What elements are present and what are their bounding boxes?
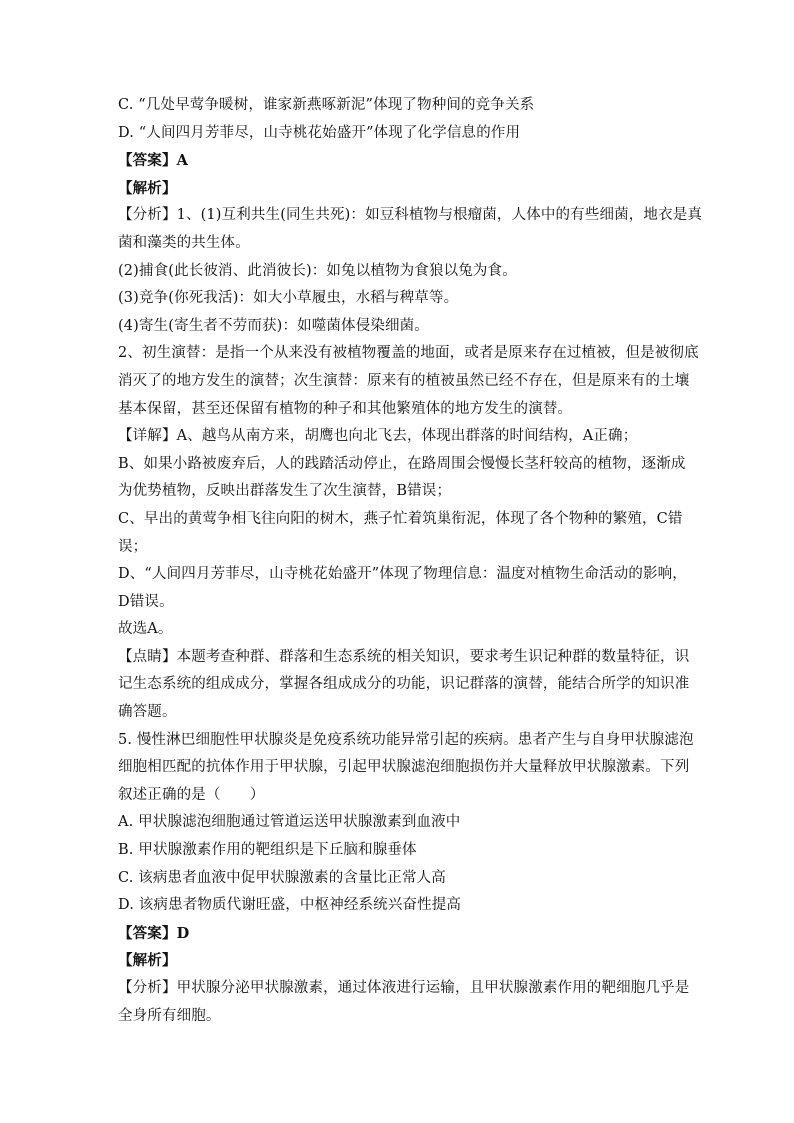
analysis-line: (3)竞争(你死我活)：如大小草履虫，水稻与稗草等。 [118, 290, 459, 307]
question-5-option-b: B. 甲状腺激素作用的靶组织是下丘脑和腺垂体 [118, 842, 417, 859]
analysis-line: (2)捕食(此长彼消、此消彼长)：如兔以植物为食狼以兔为食。 [118, 262, 517, 279]
analysis-line: 全身所有细胞。 [118, 1007, 221, 1024]
comment-line: 确答题。 [118, 704, 177, 721]
answer-label: 【答案】A [118, 152, 188, 170]
question-5-stem: 叙述正确的是（ ） [118, 786, 265, 803]
analysis-line: (4)寄生(寄生者不劳而获)：如噬菌体侵染细菌。 [118, 317, 429, 334]
detail-line: 为优势植物，反映出群落发生了次生演替，B错误； [118, 483, 452, 500]
option-d: D. “人间四月芳菲尽，山寺桃花始盛开”体现了化学信息的作用 [118, 124, 521, 141]
choice-line: 故选A。 [118, 621, 173, 638]
detail-line: 【详解】A、越鸟从南方来，胡鹰也向北飞去，体现出群落的时间结构，A正确； [118, 428, 638, 445]
question-5-stem: 5. 慢性淋巴细胞性甲状腺炎是免疫系统功能异常引起的疾病。患者产生与自身甲状腺滤泡 [118, 731, 694, 748]
analysis-heading: 【解析】 [118, 952, 177, 970]
analysis-line: 2、初生演替：是指一个从来没有被植物覆盖的地面，或者是原来存在过植被，但是被彻底 [118, 345, 699, 362]
detail-line: D、“人间四月芳菲尽，山寺桃花始盛开”体现了物理信息：温度对植物生命活动的影响， [118, 566, 687, 583]
analysis-heading: 【解析】 [118, 179, 177, 197]
question-5-option-d: D. 该病患者物质代谢旺盛，中枢神经系统兴奋性提高 [118, 897, 462, 914]
document-page [118, 92, 703, 1030]
analysis-line: 【分析】1、(1)互利共生(同生共死)：如豆科植物与根瘤菌，人体中的有些细菌，地衣是真 [118, 207, 703, 224]
detail-line: 误； [118, 538, 148, 555]
question-5-option-a: A. 甲状腺滤泡细胞通过管道运送甲状腺激素到血液中 [118, 814, 461, 831]
option-c: C. “几处早莺争暖树，谁家新燕啄新泥”体现了物种间的竞争关系 [118, 97, 535, 113]
detail-line: B、如果小路被废弃后，人的践踏活动停止，在路周围会慢慢长茎秆较高的植物，逐渐成 [118, 455, 686, 472]
answer-label: 【答案】D [118, 924, 190, 942]
analysis-line: 菌和藻类的共生体。 [118, 234, 250, 251]
detail-line: D错误。 [118, 593, 174, 610]
analysis-line: 消灭了的地方发生的演替；次生演替：原来有的植被虽然已经不存在，但是原来有的土壤 [118, 372, 690, 389]
question-5-option-c: C. 该病患者血液中促甲状腺激素的含量比正常人高 [118, 869, 446, 886]
analysis-line: 基本保留，甚至还保留有植物的种子和其他繁殖体的地方发生的演替。 [118, 400, 573, 417]
comment-line: 【点睛】本题考查种群、群落和生态系统的相关知识，要求考生识记种群的数量特征，识 [118, 648, 690, 665]
detail-line: C、早出的黄莺争相飞往向阳的树木，燕子忙着筑巢衔泥，体现了各个物种的繁殖，C错 [118, 510, 683, 527]
question-5-stem: 细胞相匹配的抗体作用于甲状腺，引起甲状腺滤泡细胞损伤并大量释放甲状腺激素。下列 [118, 759, 690, 776]
analysis-line: 【分析】甲状腺分泌甲状腺激素，通过体液进行运输，且甲状腺激素作用的靶细胞几乎是 [118, 980, 690, 996]
comment-line: 记生态系统的组成成分，掌握各组成成分的功能，识记群落的演替，能结合所学的知识准 [118, 676, 690, 693]
